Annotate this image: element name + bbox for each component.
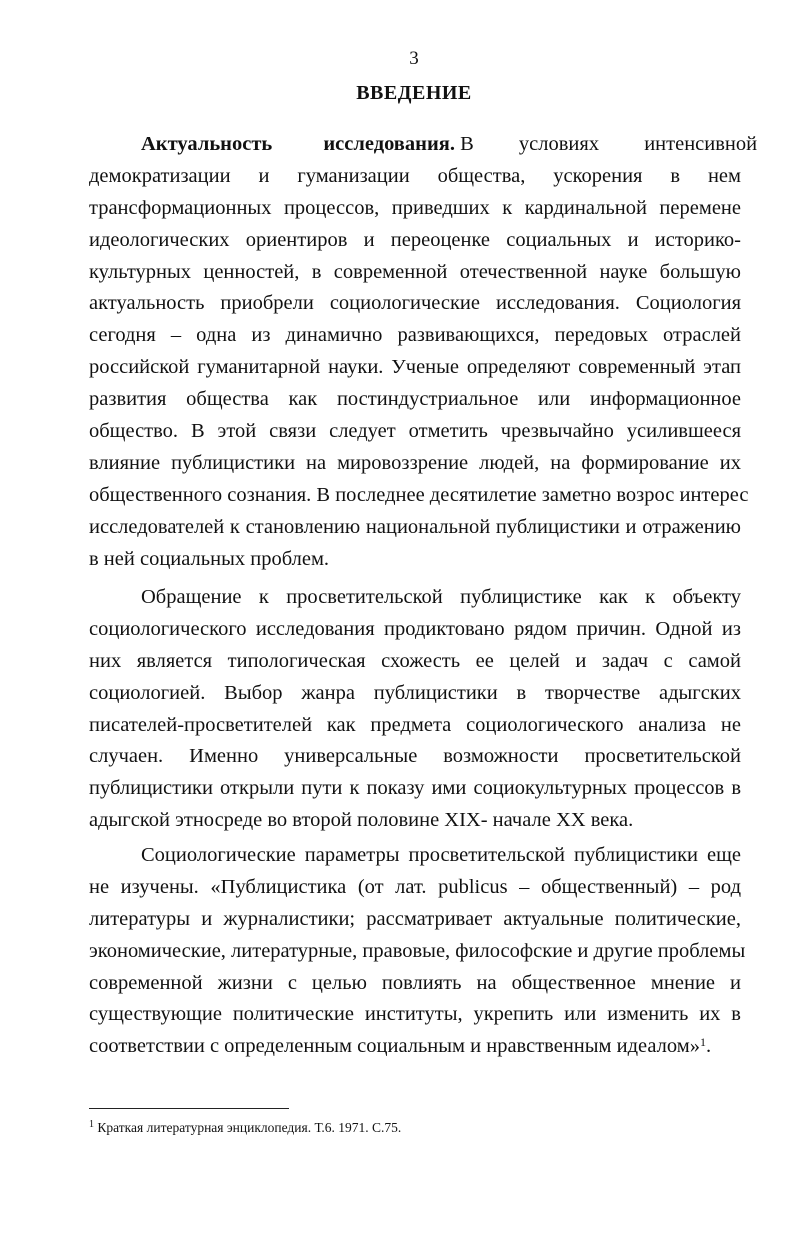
text-line: российской гуманитарной науки. Ученые определяют современный этап <box>89 356 741 379</box>
paragraph-reasons <box>89 582 741 837</box>
text-line: писателей-просветителей как предмета социологического анализа не <box>89 713 741 736</box>
text-line: существующие политические институты, укрепить или изменить их в <box>89 1003 741 1026</box>
footnote-text: Краткая литературная энциклопедия. Т.6. 1971. С.75. <box>97 1120 402 1135</box>
text-line: современной жизни с целью повлиять на общественное мнение и <box>89 971 741 994</box>
text-line: них является типологическая схожесть ее целей и задач с самой <box>89 649 741 672</box>
text-line: актуальность приобрели социологические исследования. Социология <box>89 292 741 315</box>
text-line: общественного сознания. В последнее десятилетие заметно возрос интерес <box>89 483 749 506</box>
text-line: случаен. Именно универсальные возможности просветительской <box>89 745 741 768</box>
text-line: развития общества как постиндустриальное или информационное <box>89 388 741 411</box>
text-line: культурных ценностей, в современной отечественной науке большую <box>89 260 741 283</box>
text-line: публицистики открыли пути к показу ими социокультурных процессов в <box>89 777 741 800</box>
text-line: идеологических ориентиров и переоценке социальных и историко- <box>89 228 741 251</box>
text-line: экономические, литературные, правовые, философские и другие проблемы <box>89 939 746 962</box>
text-line: Социологические параметры просветительской публицистики еще <box>141 844 741 866</box>
page-number: 3 <box>409 48 419 69</box>
text-line: социологией. Выбор жанра публицистики в творчестве адыгских <box>89 681 741 704</box>
text-line: адыгской этносреде во второй половине XIX- начале XX века. <box>89 809 634 832</box>
footnote-divider <box>89 1108 289 1109</box>
text-line: Обращение к просветительской публицистике как к объекту <box>141 586 741 608</box>
paragraph-parameters <box>89 840 746 1063</box>
footnote <box>89 1119 401 1137</box>
text-line: литературы и журналистики; рассматривает актуальные политические, <box>89 907 741 930</box>
text-line: общество. В этой связи следует отметить чрезвычайно усилившееся <box>89 420 741 443</box>
footnote-reference[interactable]: 1 <box>700 1035 706 1050</box>
text-line: соответствии с определенным социальным и нравственным идеалом»$^1$. <box>89 1035 712 1058</box>
text-line: влияние публицистики на мировоззрение людей, на формирование их <box>89 451 741 474</box>
text-line: трансформационных процессов, приведших к кардинальной перемене <box>89 196 741 219</box>
page-title: ВВЕДЕНИЕ <box>356 82 472 104</box>
paragraph-relevance <box>89 129 758 575</box>
text-line: не изучены. «Публицистика (от лат. publicus – общественный) – род <box>89 875 741 898</box>
text-line: Актуальность исследования. В условиях интенсивной <box>141 133 758 155</box>
footnote-marker: 1 <box>89 1119 94 1130</box>
section-lead: Актуальность исследования. <box>141 133 455 155</box>
text-line: социологического исследования продиктовано рядом причин. Одной из <box>89 617 741 640</box>
text-line: сегодня – одна из динамично развивающихся, передовых отраслей <box>89 324 741 347</box>
text-line: демократизации и гуманизации общества, ускорения в нем <box>89 164 741 187</box>
text-line: исследователей к становлению национальной публицистики и отражению <box>89 515 741 538</box>
text-line: в ней социальных проблем. <box>89 547 330 570</box>
